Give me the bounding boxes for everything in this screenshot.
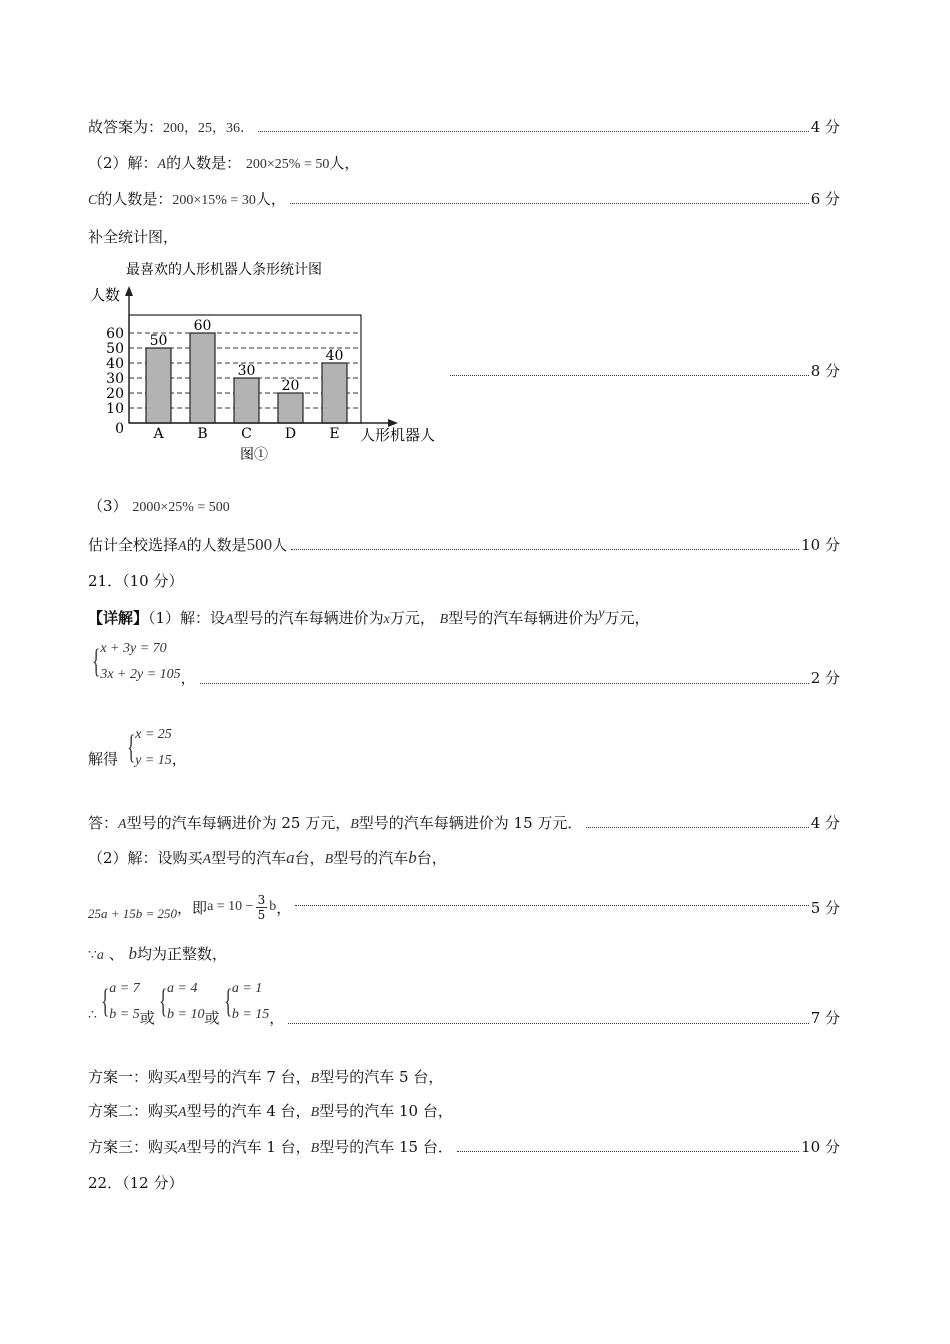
bar-chart xyxy=(88,254,458,469)
score: 4 分 xyxy=(810,118,840,136)
score: 7 分 xyxy=(810,1009,840,1027)
q21-part1-line xyxy=(88,606,649,628)
fraction xyxy=(256,893,268,922)
bar-C xyxy=(234,378,259,423)
score: 5 分 xyxy=(810,898,840,917)
bar-B xyxy=(190,333,215,423)
score-leader xyxy=(291,548,799,550)
equations xyxy=(109,976,139,1028)
text: 方案三：购买 xyxy=(88,1138,179,1156)
chart-xticks xyxy=(152,426,339,442)
var-lower-b: b xyxy=(128,944,137,963)
text: （1）解：设 xyxy=(148,609,226,627)
score-leader xyxy=(290,202,809,204)
equation: 3x + 2y = 105 xyxy=(100,667,181,682)
var-lower-a: a xyxy=(286,848,295,867)
solution-set-1 xyxy=(97,976,140,1028)
y-tick-label: 60 xyxy=(106,326,124,342)
score: 2 分 xyxy=(810,669,840,687)
var-b: B xyxy=(439,612,449,627)
bar-D xyxy=(278,393,303,423)
brace: { xyxy=(158,983,167,1020)
var-b: B xyxy=(324,852,334,867)
x-tick-label: D xyxy=(284,426,297,442)
chart-title: 最喜欢的人形机器人条形统计图 xyxy=(126,262,322,278)
plan-2-line xyxy=(88,1100,453,1121)
text: 型号的汽车每辆进价为 15 万元． xyxy=(358,814,583,832)
formula: 200×25% = 50 xyxy=(245,157,330,172)
text: 万元， xyxy=(389,609,435,627)
y-tick-label: 20 xyxy=(106,386,124,402)
x-tick-label: C xyxy=(241,426,252,442)
score: 6 分 xyxy=(810,190,840,208)
chart-caption: 图① xyxy=(240,447,268,463)
brace: { xyxy=(126,729,136,766)
solution-set-2 xyxy=(155,976,205,1028)
text: 台， xyxy=(416,849,447,867)
x-tick-label: E xyxy=(329,426,340,442)
text: ， xyxy=(276,898,292,917)
text: 方案二：购买 xyxy=(88,1102,179,1120)
equation: b = 10 xyxy=(167,1007,205,1022)
score-leader xyxy=(457,1150,799,1152)
score-leader xyxy=(450,374,809,376)
chart-xlabel: 人形机器人 xyxy=(360,426,436,444)
chart-yticks xyxy=(106,326,124,437)
score-leader xyxy=(295,904,808,906)
equation: a = 1 xyxy=(231,981,263,996)
equation: x = 25 xyxy=(135,727,172,742)
value-label: 60 xyxy=(193,318,212,334)
equation-system xyxy=(88,636,181,688)
text: 万元， xyxy=(604,609,650,627)
score-leader xyxy=(586,826,808,828)
equation-rhs: b xyxy=(269,899,277,914)
var-a: A xyxy=(225,612,234,627)
equation: b = 5 xyxy=(109,1007,140,1022)
text: 型号的汽车 10 台， xyxy=(319,1102,453,1120)
var-y: y xyxy=(598,606,605,621)
score: 10 分 xyxy=(801,1138,840,1156)
x-tick-label: B xyxy=(197,426,208,442)
part-label: （2）解： xyxy=(88,154,158,172)
equations xyxy=(100,636,180,688)
value: 500 xyxy=(246,535,273,554)
text: 型号的汽车 5 台， xyxy=(319,1068,444,1086)
equation: 25a + 15b = 250 xyxy=(88,906,178,921)
q21-solution-line xyxy=(88,722,187,774)
y-tick-label: 40 xyxy=(106,356,124,372)
brace: { xyxy=(92,643,101,680)
y-axis-arrow xyxy=(125,286,133,296)
bar-A xyxy=(146,348,171,423)
var-a: A xyxy=(178,1071,187,1086)
equation: b = 15 xyxy=(231,1007,270,1022)
text: 人， xyxy=(329,154,360,172)
var-b: B xyxy=(310,1141,320,1156)
text: 型号的汽车 xyxy=(333,849,409,867)
score-leader xyxy=(258,130,809,132)
text: 人 xyxy=(272,536,288,554)
score: 8 分 xyxy=(810,362,840,380)
value-label: 30 xyxy=(237,363,256,379)
equation: a = 7 xyxy=(109,981,140,996)
or-text: 或 xyxy=(139,1009,155,1027)
text: ， xyxy=(180,669,196,687)
equations xyxy=(167,976,204,1028)
var-a: A xyxy=(118,817,127,832)
text: 解得 xyxy=(88,750,119,768)
equation: y = 15 xyxy=(135,753,172,768)
var-b: B xyxy=(310,1071,320,1086)
part-label: （3） xyxy=(88,497,128,515)
text: 型号的汽车每辆进价为 xyxy=(448,609,599,627)
complete-chart-line: 补全统计图， xyxy=(88,228,179,246)
score-leader xyxy=(288,1022,808,1024)
chart-score-line xyxy=(450,360,840,381)
var-c: C xyxy=(88,193,98,208)
q21-heading: 21．（10 分） xyxy=(88,572,184,590)
denominator: 5 xyxy=(257,907,266,922)
brace: { xyxy=(223,983,232,1020)
text: ，即 xyxy=(177,898,208,917)
text: 均为正整数， xyxy=(137,945,228,963)
part3-line xyxy=(88,495,230,516)
var-b: B xyxy=(310,1105,320,1120)
solution-set-3 xyxy=(220,976,270,1028)
text: 型号的汽车 7 台， xyxy=(186,1068,311,1086)
var-a: A xyxy=(178,539,187,554)
y-tick-label: 30 xyxy=(106,371,124,387)
q21-part2-line xyxy=(88,847,447,868)
text: 型号的汽车 4 台， xyxy=(186,1102,311,1120)
y-tick-label: 0 xyxy=(115,421,124,437)
text: ， xyxy=(269,1009,285,1027)
var-a: A xyxy=(157,157,167,172)
or-text: 或 xyxy=(204,1009,220,1027)
x-tick-label: A xyxy=(153,426,164,442)
text: 方案一：购买 xyxy=(88,1068,179,1086)
score-leader xyxy=(200,682,809,684)
equation-lhs: a = 10 − xyxy=(207,899,254,914)
score: 4 分 xyxy=(810,814,840,832)
because-symbol: ∵ xyxy=(88,948,97,963)
estimate-line xyxy=(88,534,840,555)
y-tick-label: 10 xyxy=(106,401,124,417)
text: 型号的汽车 15 台． xyxy=(319,1138,453,1156)
q22-heading: 22．（12 分） xyxy=(88,1174,184,1192)
equations xyxy=(135,722,172,774)
value-label: 20 xyxy=(281,378,300,394)
formula: 200×15% = 30 xyxy=(172,193,256,208)
value-label: 40 xyxy=(325,348,344,364)
answer-line xyxy=(88,116,840,137)
text: 型号的汽车 1 台， xyxy=(186,1138,311,1156)
text: 的人数是 xyxy=(186,536,247,554)
equations xyxy=(232,976,269,1028)
var-b: B xyxy=(350,817,359,832)
bar-E xyxy=(322,363,347,423)
answer-label: 故答案为： xyxy=(88,118,164,136)
separator: 、 xyxy=(108,945,124,963)
text: 人， xyxy=(255,190,286,208)
numerator: 3 xyxy=(257,892,266,907)
var-a: A xyxy=(178,1141,187,1156)
text: 答： xyxy=(88,814,119,832)
q21-answer-line xyxy=(88,812,840,833)
solution-system xyxy=(123,722,172,774)
equation: x + 3y = 70 xyxy=(100,641,167,656)
text: 型号的汽车每辆进价为 xyxy=(233,609,384,627)
var-lower-b: b xyxy=(408,848,417,867)
score: 10 分 xyxy=(801,536,840,554)
value-label: 50 xyxy=(149,333,168,349)
var-lower-a: a xyxy=(96,948,104,963)
text: 的人数是： xyxy=(97,190,173,208)
text: 台， xyxy=(294,849,325,867)
var-a: A xyxy=(178,1105,187,1120)
q21-solutions-line xyxy=(88,976,840,1028)
q21-equation-line xyxy=(88,892,840,922)
formula: 2000×25% = 500 xyxy=(132,500,230,515)
text: 估计全校选择 xyxy=(88,536,179,554)
plan-3-line xyxy=(88,1136,840,1157)
therefore-symbol: ∴ xyxy=(88,1008,97,1023)
text: ， xyxy=(171,750,187,768)
chart-ylabel: 人数 xyxy=(90,286,121,304)
part2-a-count-line xyxy=(88,152,359,173)
q21-since-line xyxy=(88,943,227,964)
q21-system1-line xyxy=(88,636,840,688)
text: （2）解：设购买 xyxy=(88,849,203,867)
answer-values: 200，25，36． xyxy=(163,121,255,136)
var-a: A xyxy=(202,852,212,867)
equation: a = 4 xyxy=(167,981,198,996)
plan-1-line xyxy=(88,1066,443,1087)
y-tick-label: 50 xyxy=(106,341,124,357)
brace: { xyxy=(101,983,110,1020)
var-x: x xyxy=(383,612,390,627)
text: 的人数是： xyxy=(166,154,242,172)
text: 型号的汽车 xyxy=(211,849,287,867)
detail-tag: 【详解】 xyxy=(88,609,149,627)
c-count-line xyxy=(88,188,840,209)
text: 型号的汽车每辆进价为 25 万元， xyxy=(126,814,351,832)
